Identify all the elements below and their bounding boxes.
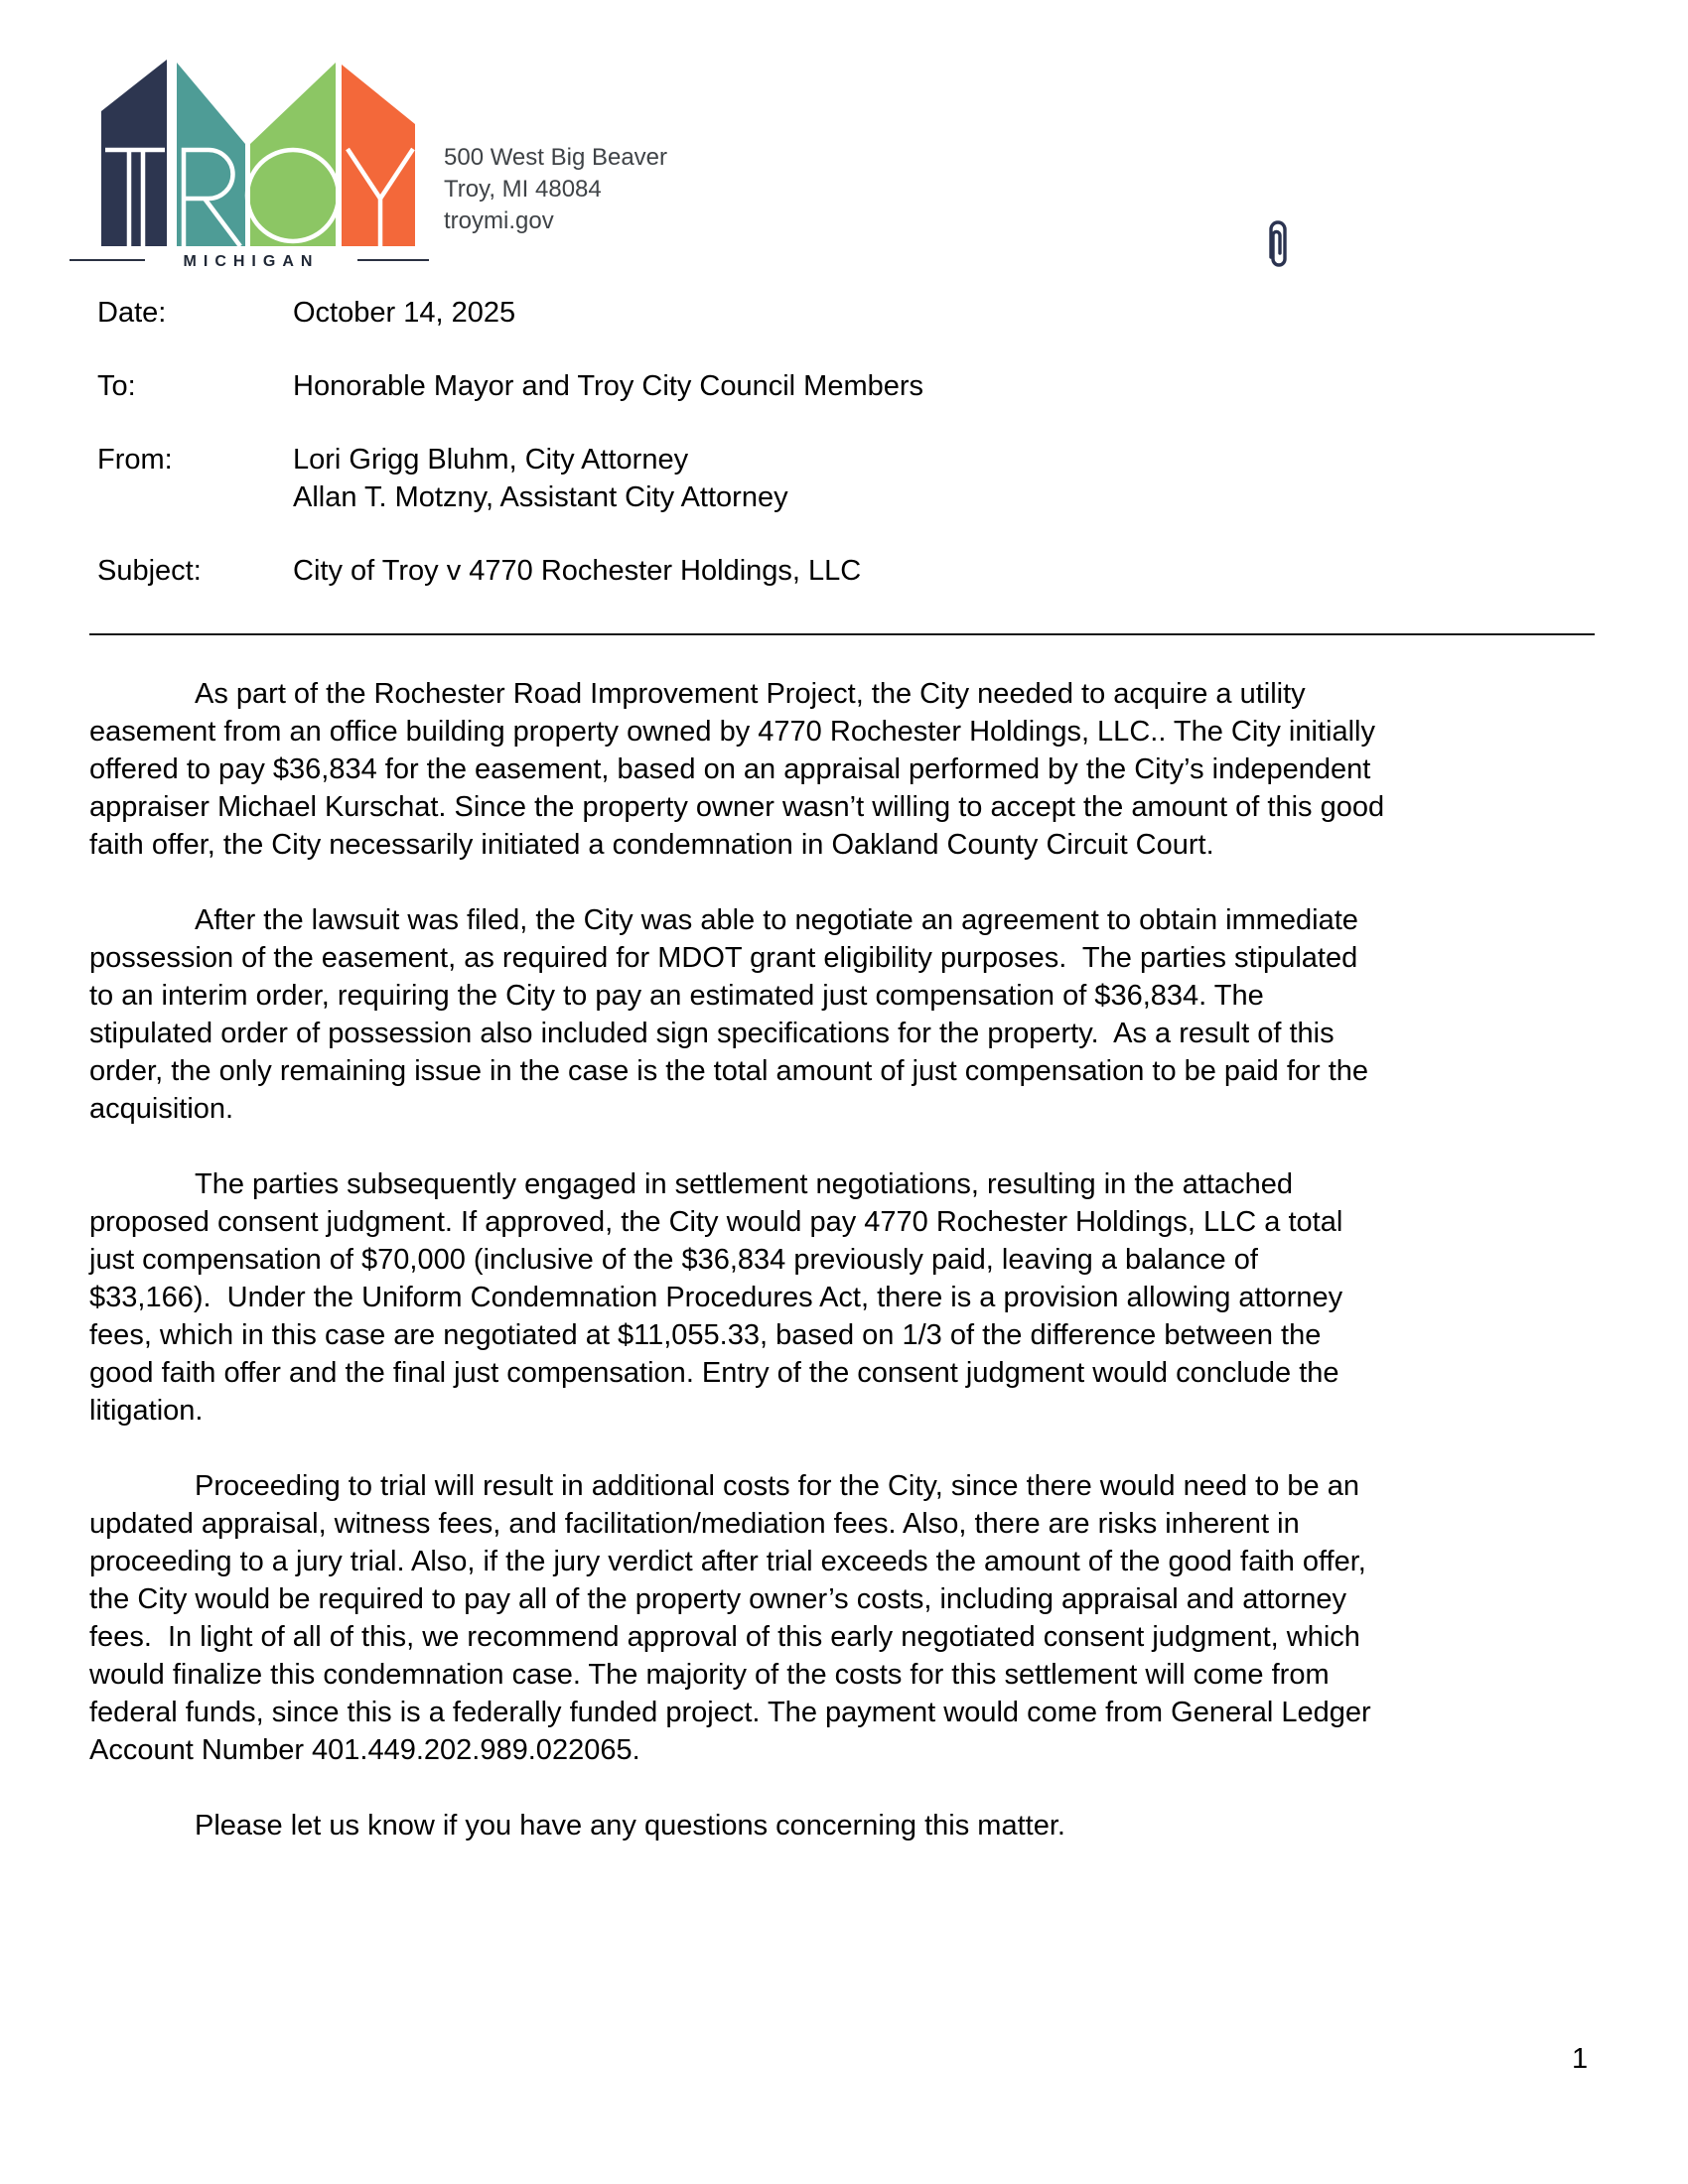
body-line: would finalize this condemnation case. The majority of the costs for this settlement will come from [89,1659,1330,1691]
body-line: fees. In light of all of this, we recommend approval of this early negotiated consent judgment, which [89,1621,1360,1653]
to-value: Honorable Mayor and Troy City Council Members [293,370,924,402]
memo-content [89,294,1601,1844]
body-line: litigation. [89,1395,204,1427]
body-line: appraiser Michael Kurschat. Since the property owner wasn’t willing to accept the amount of this good [89,791,1385,823]
body-line: Account Number 401.449.202.989.022065. [89,1734,640,1766]
logo-teal-block [177,63,245,246]
body-line: fees, which in this case are negotiated at $11,055.33, based on 1/3 of the difference between the [89,1319,1322,1351]
from-value [293,441,1601,516]
header-divider [89,633,1595,635]
from-line-2: Allan T. Motzny, Assistant City Attorney [293,481,788,513]
paragraph-3 [89,1165,1601,1430]
memo-row-date [89,294,1601,332]
subject-label: Subject: [97,555,202,587]
body-line: Proceeding to trial will result in additional costs for the City, since there would need to be an [195,1470,1359,1502]
body-line: proceeding to a jury trial. Also, if the jury verdict after trial exceeds the amount of the good faith offer, [89,1546,1366,1577]
body-line: just compensation of $70,000 (inclusive of the $36,834 previously paid, leaving a balance of [89,1244,1258,1276]
body-line: proposed consent judgment. If approved, the City would pay 4770 Rochester Holdings, LLC a total [89,1206,1343,1238]
logo-green-block [250,63,336,246]
paragraph-5 [89,1807,1601,1844]
paragraph-4 [89,1467,1601,1769]
memo-row-to [89,367,1601,405]
body-line: stipulated order of possession also included sign specifications for the property. As a result of this [89,1018,1335,1049]
letterhead-address [444,142,667,237]
body-line: good faith offer and the final just compensation. Entry of the consent judgment would conclude the [89,1357,1339,1389]
page-number: 1 [1572,2043,1589,2075]
from-label: From: [97,444,173,476]
address-line-1: 500 West Big Beaver [444,144,668,171]
date-label: Date: [97,297,167,329]
date-value: October 14, 2025 [293,297,516,329]
body-line: offered to pay $36,834 for the easement, based on an appraisal performed by the City’s independent [89,753,1371,785]
paragraph-1 [89,675,1601,864]
body-line: updated appraisal, witness fees, and facilitation/mediation fees. Also, there are risks inherent in [89,1508,1300,1540]
body-line: acquisition. [89,1093,234,1125]
address-line-3: troymi.gov [444,207,554,234]
body-line: As part of the Rochester Road Improvement Project, the City needed to acquire a utility [195,678,1306,710]
body-line: federal funds, since this is a federally funded project. The payment would come from General Ledger [89,1697,1371,1728]
body-line: After the lawsuit was filed, the City was able to negotiate an agreement to obtain immediate [195,904,1358,936]
body-line: faith offer, the City necessarily initiated a condemnation in Oakland County Circuit Court. [89,829,1214,861]
paperclip-icon [1265,217,1291,271]
body-line: possession of the easement, as required for MDOT grant eligibility purposes. The parties stipulated [89,942,1358,974]
body-line: Please let us know if you have any questions concerning this matter. [195,1810,1065,1842]
logo-navy-block [101,60,167,246]
body-line: order, the only remaining issue in the case is the total amount of just compensation to be paid for the [89,1055,1369,1087]
logo-michigan-label: MICHIGAN [183,253,320,270]
memo-body [89,675,1601,1844]
to-label: To: [97,370,136,402]
body-line: to an interim order, requiring the City to pay an estimated just compensation of $36,834. The [89,980,1264,1012]
memo-row-from [89,441,1601,516]
body-line: easement from an office building property owned by 4770 Rochester Holdings, LLC.. The City initially [89,716,1375,748]
body-line: $33,166). Under the Uniform Condemnation Procedures Act, there is a provision allowing attorney [89,1282,1343,1313]
from-line-1: Lori Grigg Bluhm, City Attorney [293,444,689,476]
subject-value: City of Troy v 4770 Rochester Holdings, LLC [293,555,862,587]
address-line-2: Troy, MI 48084 [444,176,602,203]
body-line: the City would be required to pay all of the property owner’s costs, including appraisal and attorney [89,1583,1346,1615]
body-line: The parties subsequently engaged in settlement negotiations, resulting in the attached [195,1168,1293,1200]
paragraph-2 [89,901,1601,1128]
troy-michigan-logo [70,57,429,270]
memo-row-subject [89,552,1601,590]
